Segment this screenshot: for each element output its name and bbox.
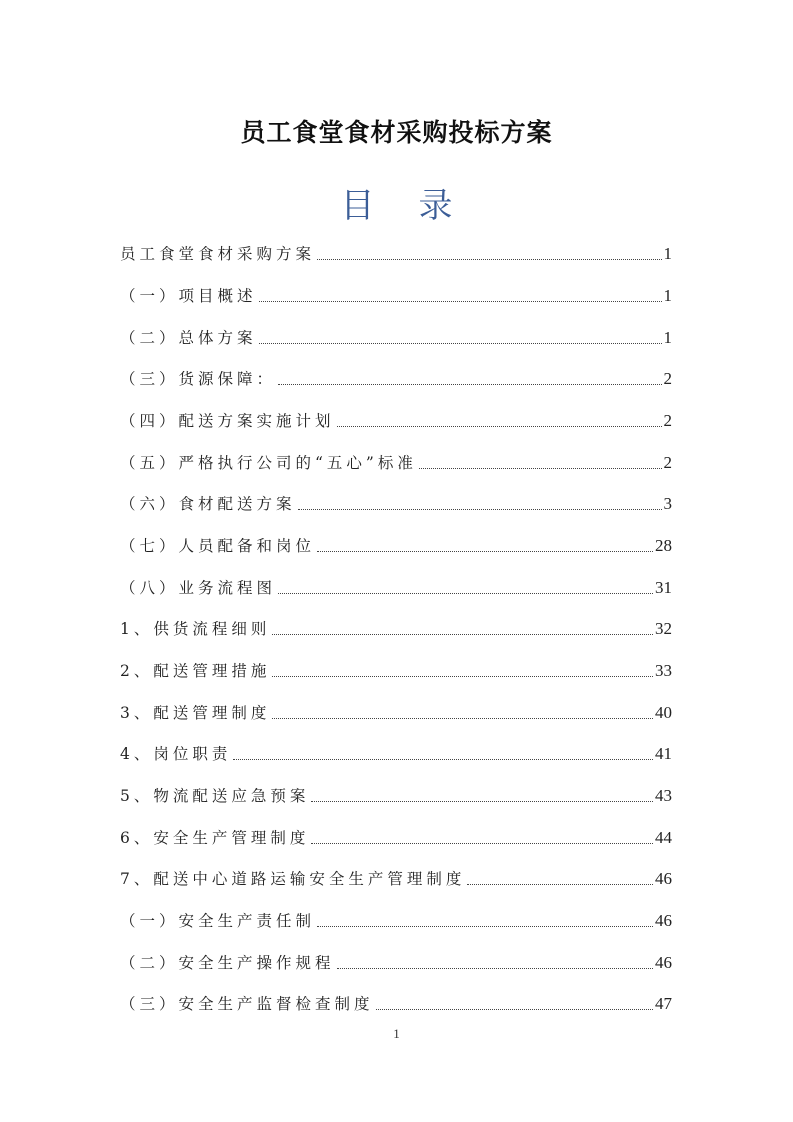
toc-entry[interactable] [120, 326, 672, 350]
toc-entry[interactable] [120, 826, 672, 850]
toc-entry[interactable] [120, 784, 672, 808]
toc-entry[interactable] [120, 659, 672, 683]
toc-dot-leader [259, 301, 662, 302]
toc-entry-label: （一）项目概述 [120, 287, 257, 305]
toc-entry-label: （七）人员配备和岗位 [120, 537, 316, 555]
toc-entry-label: 1、供货流程细则 [120, 620, 271, 638]
toc-entry-label: （三）货源保障： [120, 370, 277, 388]
toc-entry-label: （六）食材配送方案 [120, 495, 296, 513]
toc-entry-label: （五）严格执行公司的“五心”标准 [120, 454, 417, 472]
toc-entry-page: 32 [655, 619, 672, 638]
toc-entry-label: 7、配送中心道路运输安全生产管理制度 [120, 870, 466, 888]
toc-entry-page: 1 [663, 244, 672, 263]
toc-entry[interactable] [120, 367, 672, 391]
toc-entry-page: 28 [655, 536, 672, 555]
toc-entry-page: 33 [655, 661, 672, 680]
toc-dot-leader [311, 843, 653, 844]
toc-entry[interactable] [120, 576, 672, 600]
toc-dot-leader [259, 343, 662, 344]
toc-heading-right: 录 [418, 186, 453, 226]
toc-entry-label: 2、配送管理措施 [120, 662, 271, 680]
toc-entry-page: 46 [655, 911, 672, 930]
toc-dot-leader [272, 676, 653, 677]
toc-entry[interactable] [120, 451, 672, 475]
toc-entry-page: 46 [655, 869, 672, 888]
toc-entry-label: （二）总体方案 [120, 329, 257, 347]
toc-entry[interactable] [120, 909, 672, 933]
toc-dot-leader [467, 884, 653, 885]
toc-entry-label: （八）业务流程图 [120, 579, 277, 597]
toc-entry-page: 41 [655, 744, 672, 763]
toc-entry-label: （一）安全生产责任制 [120, 912, 316, 930]
toc-entry[interactable] [120, 617, 672, 641]
toc-entry-page: 47 [655, 994, 672, 1013]
toc-entry-page: 2 [663, 453, 672, 472]
toc-entry[interactable] [120, 284, 672, 308]
toc-entry-label: 5、物流配送应急预案 [120, 787, 310, 805]
toc-entry-page: 43 [655, 786, 672, 805]
page-number: 1 [393, 1026, 400, 1041]
toc-entry-page: 44 [655, 828, 672, 847]
toc-dot-leader [272, 718, 653, 719]
toc-entry-page: 2 [663, 411, 672, 430]
toc-entry[interactable] [120, 242, 672, 266]
toc-dot-leader [337, 968, 653, 969]
toc-entry-label: 员工食堂食材采购方案 [120, 245, 316, 263]
toc-dot-leader [317, 926, 653, 927]
toc-entry[interactable] [120, 742, 672, 766]
toc-entry-label: 3、配送管理制度 [120, 704, 271, 722]
toc-dot-leader [376, 1009, 653, 1010]
toc-entry[interactable] [120, 951, 672, 975]
toc-dot-leader [337, 426, 662, 427]
toc-entry-page: 46 [655, 953, 672, 972]
toc-dot-leader [233, 759, 653, 760]
toc-dot-leader [311, 801, 653, 802]
toc-entry[interactable] [120, 409, 672, 433]
toc-dot-leader [419, 468, 662, 469]
toc-entry[interactable] [120, 867, 672, 891]
toc-heading [0, 178, 793, 227]
toc-entry[interactable] [120, 701, 672, 725]
toc-entry[interactable] [120, 492, 672, 516]
toc-dot-leader [298, 509, 662, 510]
toc-entry-label: （四）配送方案实施计划 [120, 412, 335, 430]
toc-dot-leader [278, 593, 653, 594]
toc-dot-leader [272, 634, 653, 635]
toc-dot-leader [317, 551, 653, 552]
toc-entry-page: 40 [655, 703, 672, 722]
toc-entry-page: 2 [663, 369, 672, 388]
toc-entry-label: 4、岗位职责 [120, 745, 232, 763]
toc-entry-label: 6、安全生产管理制度 [120, 829, 310, 847]
toc-dot-leader [317, 259, 661, 260]
toc-entry-page: 31 [655, 578, 672, 597]
toc-entry-page: 3 [663, 494, 672, 513]
toc-entry[interactable] [120, 534, 672, 558]
toc-entry[interactable] [120, 992, 672, 1016]
document-title: 员工食堂食材采购投标方案 [240, 118, 553, 147]
toc-entry-label: （三）安全生产监督检查制度 [120, 995, 374, 1013]
toc-entry-page: 1 [663, 328, 672, 347]
toc-dot-leader [278, 384, 661, 385]
toc-heading-left: 目 [340, 186, 375, 226]
toc-entry-page: 1 [663, 286, 672, 305]
toc-entry-label: （二）安全生产操作规程 [120, 954, 335, 972]
